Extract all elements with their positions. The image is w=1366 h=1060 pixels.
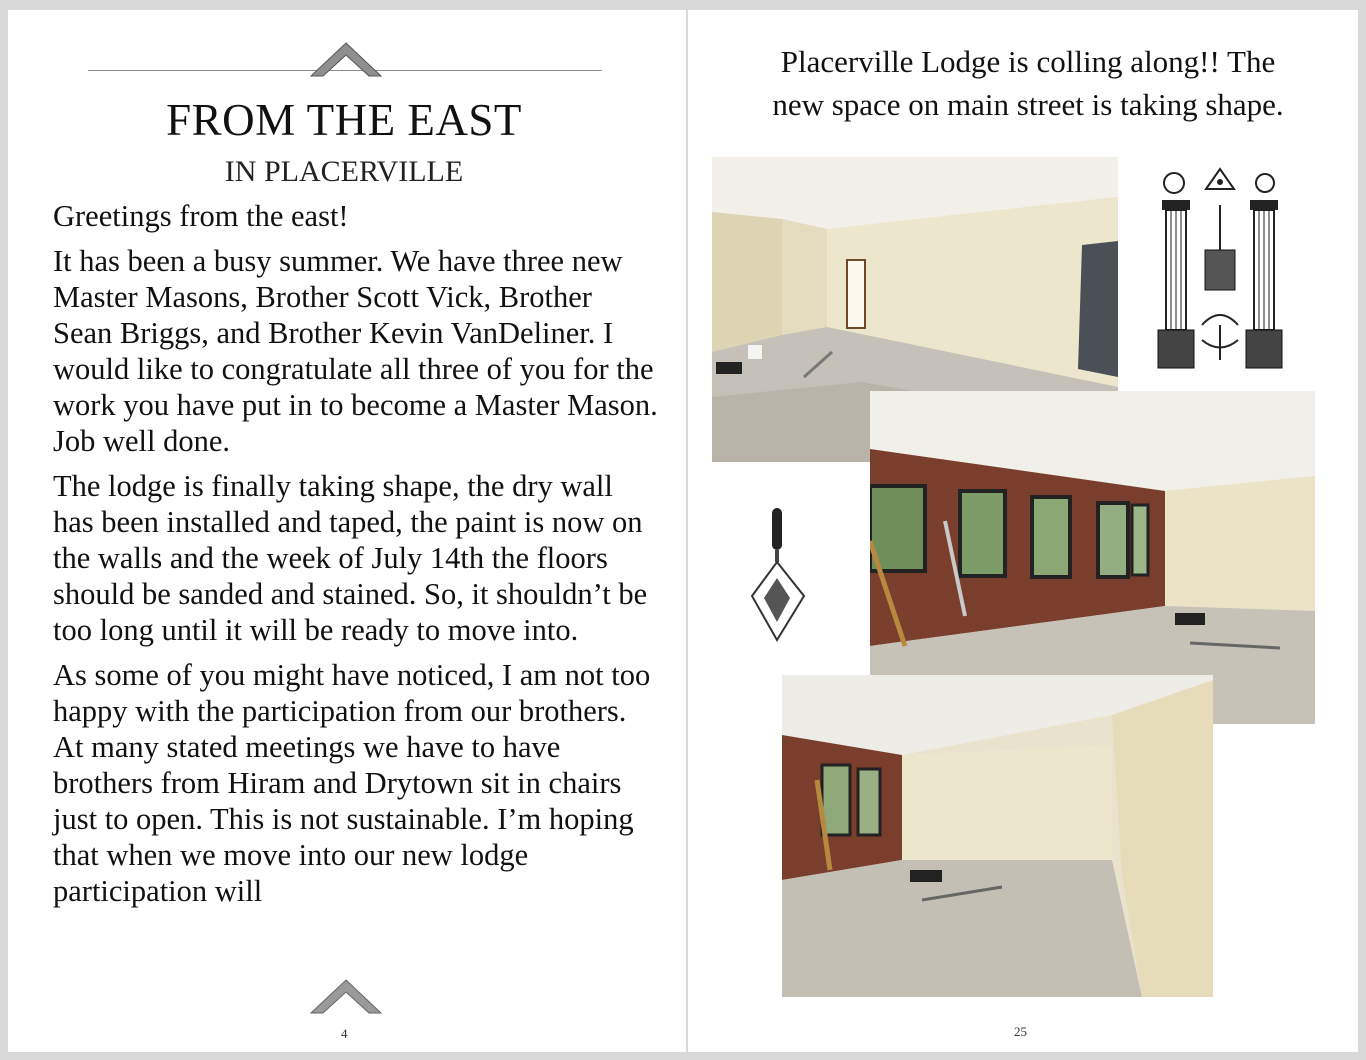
headline-line-1: Placerville Lodge is colling along!! The bbox=[780, 44, 1276, 79]
paragraph-greeting: Greetings from the east! bbox=[53, 199, 349, 233]
page-subtitle: IN PLACERVILLE bbox=[224, 155, 464, 188]
left-page bbox=[8, 10, 686, 1052]
square-compass-icon bbox=[310, 41, 382, 77]
room-photo-brick-corner bbox=[782, 675, 1213, 997]
paragraph-new-masons: It has been a busy summer. We have three new Master Masons, Brother Scott Vick, Brother Sean Briggs, and Brother Kevin VanDeliner. I would like to congratulate all three of you for the work you have put in to become a Master Mason. Job well done. bbox=[53, 244, 658, 458]
page-number-right: 25 bbox=[1014, 1024, 1027, 1039]
headline-line-2: new space on main street is taking shape. bbox=[772, 87, 1284, 122]
headline bbox=[708, 40, 1348, 126]
trowel-icon bbox=[750, 506, 806, 642]
masonic-pillars-illustration bbox=[1150, 165, 1290, 375]
article-body bbox=[53, 198, 658, 918]
paragraph-lodge-progress: The lodge is finally taking shape, the dry wall has been installed and taped, the paint is now on the walls and the week of July 14th the floors should be sanded and stained. So, it shouldn’t be too long until it will be ready to move into. bbox=[53, 469, 648, 647]
square-compass-icon bbox=[310, 978, 382, 1014]
page-title: FROM THE EAST bbox=[166, 95, 522, 145]
page-number-left: 4 bbox=[341, 1026, 348, 1041]
right-page bbox=[688, 10, 1358, 1052]
paragraph-participation: As some of you might have noticed, I am not too happy with the participation from our brothers. At many stated meetings we have to have brothers from Hiram and Drytown sit in chairs just to open. This is not sustainable. I’m hoping that when we move into our new lodge participation will bbox=[53, 658, 651, 908]
